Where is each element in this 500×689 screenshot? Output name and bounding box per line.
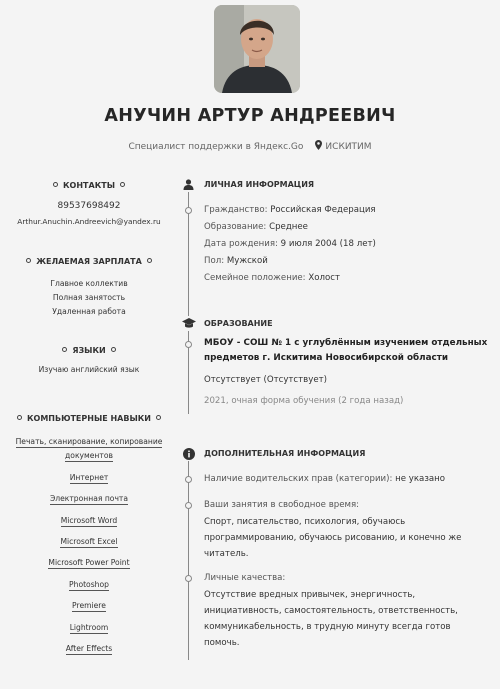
salary-item: Удаленная работа	[52, 307, 126, 316]
timeline-line	[188, 190, 189, 414]
timeline-dot	[185, 476, 192, 483]
education-period: 2021, очная форма обучения (2 года назад)	[204, 396, 404, 406]
skill-item: Premiere	[72, 601, 106, 610]
driver-license-row: Наличие водительских прав (категории): не указано	[204, 474, 446, 484]
salary-item: Главное коллектив	[50, 279, 128, 288]
person-icon	[181, 177, 196, 192]
phone[interactable]: 89537698492	[57, 201, 121, 211]
skill-item: документов	[65, 451, 113, 460]
birthdate-row: Дата рождения: 9 июля 2004 (18 лет)	[204, 239, 376, 249]
location-text: ИСКИТИМ	[325, 142, 372, 152]
info-icon	[181, 446, 196, 461]
hobbies-text: Спорт, писательство, психология, обучаюсь программированию, обучаюсь рисованию, и конечно же читатель.	[204, 517, 462, 559]
skills-heading: КОМПЬЮТЕРНЫЕ НАВЫКИ	[0, 414, 178, 423]
skill-item: Печать, сканирование, копирование	[15, 437, 163, 446]
language-item: Изучаю английский язык	[38, 365, 140, 374]
timeline-dot	[185, 575, 192, 582]
education-heading: ОБРАЗОВАНИЕ	[204, 319, 273, 328]
education-status: Отсутствует (Отсутствует)	[204, 375, 327, 385]
qualities-text: Отсутствие вредных привычек, энергичность, инициативность, самостоятельность, ответственность, коммуникабельность, в трудную минуту всегда готов помочь.	[204, 590, 458, 648]
position-text: Специалист поддержки в Яндекс.Go	[128, 142, 304, 152]
timeline-dot	[185, 207, 192, 214]
hobbies-label: Ваши занятия в свободное время:	[204, 500, 360, 510]
marital-status-row: Семейное положение: Холост	[204, 273, 340, 283]
education-row: Образование: Среднее	[204, 222, 308, 232]
timeline-line	[188, 460, 189, 660]
salary-item: Полная занятость	[52, 293, 126, 302]
skill-item: After Effects	[65, 644, 113, 653]
skill-item: Электронная почта	[49, 494, 129, 503]
profile-photo	[214, 5, 300, 93]
skill-item: Lightroom	[69, 623, 109, 632]
email[interactable]: Arthur.Anuchin.Andreevich@yandex.ru	[17, 217, 161, 226]
timeline-dot	[185, 502, 192, 509]
skill-item: Microsoft Power Point	[48, 558, 130, 567]
skill-item: Photoshop	[69, 580, 109, 589]
contacts-heading: КОНТАКТЫ	[0, 181, 178, 190]
languages-heading: ЯЗЫКИ	[0, 346, 178, 355]
graduation-cap-icon	[181, 316, 196, 331]
position-location	[0, 140, 500, 153]
skill-item: Microsoft Excel	[60, 537, 118, 546]
skill-item: Интернет	[69, 473, 109, 482]
full-name: АНУЧИН АРТУР АНДРЕЕВИЧ	[104, 106, 396, 126]
qualities-label: Личные качества:	[204, 573, 286, 583]
skill-item: Microsoft Word	[60, 516, 118, 525]
location-pin-icon	[315, 140, 322, 153]
personal-heading: ЛИЧНАЯ ИНФОРМАЦИЯ	[204, 180, 315, 189]
salary-heading: ЖЕЛАЕМАЯ ЗАРПЛАТА	[0, 257, 178, 266]
timeline-dot	[185, 341, 192, 348]
citizenship-row: Гражданство: Российская Федерация	[204, 205, 376, 215]
gender-row: Пол: Мужской	[204, 256, 268, 266]
school-name: МБОУ - СОШ № 1 с углублённым изучением отдельных предметов г. Искитима Новосибирской области	[204, 338, 488, 363]
additional-heading: ДОПОЛНИТЕЛЬНАЯ ИНФОРМАЦИЯ	[204, 449, 366, 458]
